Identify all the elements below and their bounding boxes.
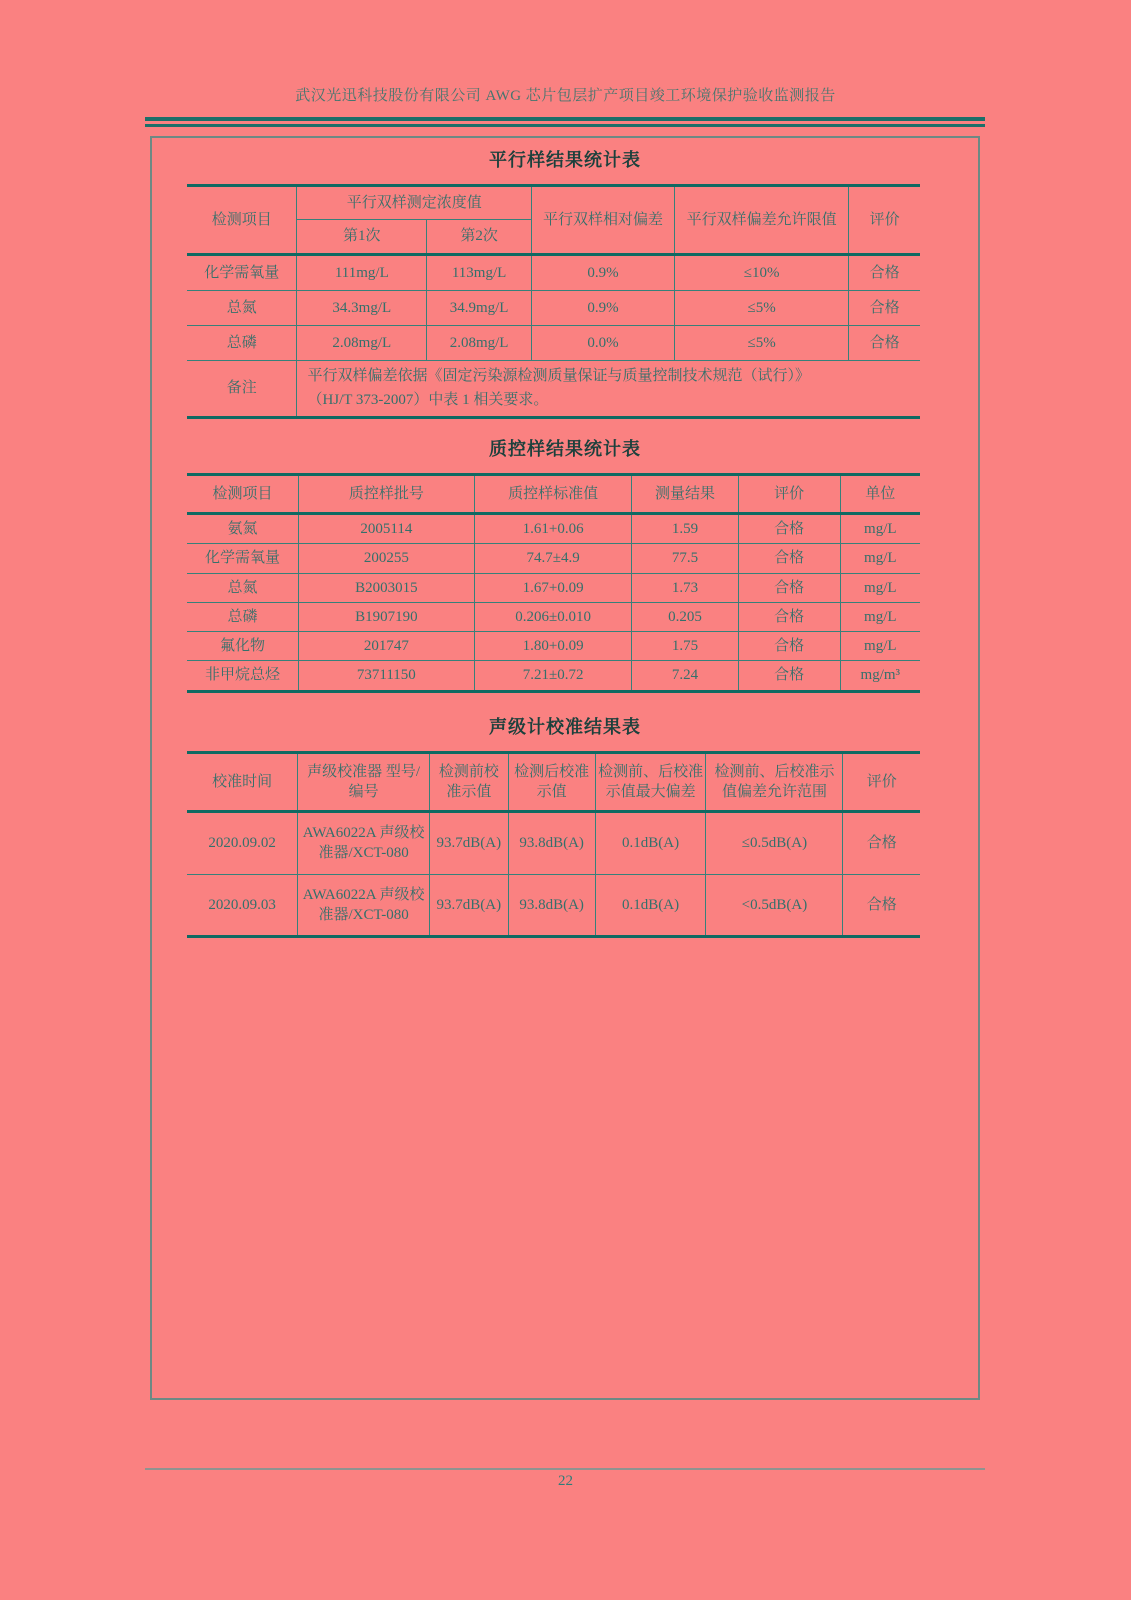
cell-measured-result: 1.73 — [632, 573, 738, 602]
remark-line-1: 平行双样偏差依据《固定污染源检测质量保证与质量控制技术规范（试行）》 — [307, 368, 810, 385]
cell-pre-test-value: 93.7dB(A) — [430, 812, 508, 875]
cell-limit: ≤5% — [674, 290, 848, 325]
cell-standard-value: 0.206±0.010 — [474, 602, 632, 631]
cell-measured-result: 7.24 — [632, 661, 738, 691]
cell-calibration-time: 2020.09.02 — [187, 812, 298, 875]
cell-limit: ≤10% — [674, 254, 848, 290]
cell-deviation: 0.9% — [531, 290, 674, 325]
cell-max-deviation: 0.1dB(A) — [595, 812, 706, 875]
cell-evaluation: 合格 — [738, 661, 840, 691]
sound-calibration-table-wrap — [187, 751, 920, 939]
cell-unit: mg/L — [840, 602, 920, 631]
cell-deviation: 0.0% — [531, 326, 674, 361]
header-cell-unit: 单位 — [840, 474, 920, 513]
parallel-sample-table-title: 平行样结果统计表 — [489, 150, 641, 170]
header-cell-standard-value: 质控样标准值 — [474, 474, 632, 513]
remark-label: 备注 — [187, 361, 297, 418]
cell-item: 化学需氧量 — [187, 254, 297, 290]
cell-calibrator-model: AWA6022A 声级校准器/XCT-080 — [298, 812, 430, 875]
table-row — [187, 290, 920, 325]
cell-evaluation: 合格 — [849, 254, 920, 290]
cell-evaluation: 合格 — [738, 544, 840, 573]
parallel-sample-table-wrap — [187, 184, 920, 419]
cell-unit: mg/L — [840, 632, 920, 661]
cell-measured-result: 1.59 — [632, 514, 738, 544]
cell-limit: ≤5% — [674, 326, 848, 361]
header-cell-relative-deviation: 平行双样相对偏差 — [531, 186, 674, 255]
header-rule-bottom — [145, 124, 985, 127]
cell-post-test-value: 93.8dB(A) — [508, 874, 595, 937]
header-cell-first-run: 第1次 — [297, 220, 427, 254]
table-row — [187, 326, 920, 361]
header-cell-max-deviation: 检测前、后校准示值最大偏差 — [595, 752, 706, 812]
cell-unit: mg/L — [840, 514, 920, 544]
cell-evaluation: 合格 — [849, 290, 920, 325]
cell-item: 氨氮 — [187, 514, 298, 544]
table-row — [187, 602, 920, 631]
cell-standard-value: 1.67+0.09 — [474, 573, 632, 602]
page-frame — [150, 136, 980, 1400]
cell-calibration-time: 2020.09.03 — [187, 874, 298, 937]
cell-measured-result: 1.75 — [632, 632, 738, 661]
sound-calibration-table-title: 声级计校准结果表 — [489, 716, 641, 737]
remark-row — [187, 361, 920, 418]
header-cell-evaluation: 评价 — [738, 474, 840, 513]
table-row — [187, 544, 920, 573]
header-cell-calibration-time: 校准时间 — [187, 752, 298, 812]
cell-calibrator-model: AWA6022A 声级校准器/XCT-080 — [298, 874, 430, 937]
cell-unit: mg/L — [840, 573, 920, 602]
cell-post-test-value: 93.8dB(A) — [508, 812, 595, 875]
header-cell-allowed-range: 检测前、后校准示值偏差允许范围 — [706, 752, 843, 812]
cell-deviation: 0.9% — [531, 254, 674, 290]
cell-value2: 113mg/L — [427, 254, 532, 290]
qc-sample-table-wrap — [187, 473, 920, 693]
cell-batch: B1907190 — [298, 602, 474, 631]
sound-calibration-table — [187, 751, 920, 939]
cell-unit: mg/L — [840, 544, 920, 573]
qc-sample-table-title: 质控样结果统计表 — [489, 438, 641, 459]
header-rule-top — [145, 117, 985, 121]
cell-evaluation: 合格 — [738, 602, 840, 631]
cell-allowed-range: ≤0.5dB(A) — [706, 812, 843, 875]
cell-item: 总磷 — [187, 602, 298, 631]
header-cell-item: 检测项目 — [187, 186, 297, 255]
footer-rule — [145, 1468, 985, 1470]
page-number: 22 — [558, 1473, 573, 1489]
header-cell-item: 检测项目 — [187, 474, 298, 513]
qc-sample-table — [187, 473, 920, 693]
cell-standard-value: 74.7±4.9 — [474, 544, 632, 573]
table-row — [187, 573, 920, 602]
cell-evaluation: 合格 — [849, 326, 920, 361]
cell-evaluation: 合格 — [843, 812, 920, 875]
cell-measured-result: 0.205 — [632, 602, 738, 631]
header-cell-evaluation: 评价 — [849, 186, 920, 255]
table-row — [187, 812, 920, 875]
cell-value2: 34.9mg/L — [427, 290, 532, 325]
cell-value1: 2.08mg/L — [297, 326, 427, 361]
cell-value2: 2.08mg/L — [427, 326, 532, 361]
cell-standard-value: 7.21±0.72 — [474, 661, 632, 691]
cell-item: 总氮 — [187, 290, 297, 325]
cell-standard-value: 1.80+0.09 — [474, 632, 632, 661]
cell-item: 氟化物 — [187, 632, 298, 661]
header-cell-pre-test-value: 检测前校准示值 — [430, 752, 508, 812]
header-cell-second-run: 第2次 — [427, 220, 532, 254]
cell-evaluation: 合格 — [738, 514, 840, 544]
remark-text — [297, 361, 920, 418]
cell-value1: 111mg/L — [297, 254, 427, 290]
cell-batch: 201747 — [298, 632, 474, 661]
table-row — [187, 661, 920, 691]
cell-unit: mg/m³ — [840, 661, 920, 691]
cell-batch: 73711150 — [298, 661, 474, 691]
cell-value1: 34.3mg/L — [297, 290, 427, 325]
cell-item: 化学需氧量 — [187, 544, 298, 573]
header-cell-post-test-value: 检测后校准示值 — [508, 752, 595, 812]
cell-item: 总磷 — [187, 326, 297, 361]
header-cell-measured-result: 测量结果 — [632, 474, 738, 513]
header-cell-batch: 质控样批号 — [298, 474, 474, 513]
cell-batch: 200255 — [298, 544, 474, 573]
cell-batch: B2003015 — [298, 573, 474, 602]
header-cell-concentration-group: 平行双样测定浓度值 — [297, 186, 532, 220]
header-cell-deviation-limit: 平行双样偏差允许限值 — [674, 186, 848, 255]
cell-max-deviation: 0.1dB(A) — [595, 874, 706, 937]
table-row — [187, 874, 920, 937]
cell-measured-result: 77.5 — [632, 544, 738, 573]
cell-item: 总氮 — [187, 573, 298, 602]
table-row — [187, 632, 920, 661]
parallel-sample-table — [187, 184, 920, 419]
report-header-text: 武汉光迅科技股份有限公司 AWG 芯片包层扩产项目竣工环境保护验收监测报告 — [295, 88, 836, 104]
cell-allowed-range: <0.5dB(A) — [706, 874, 843, 937]
cell-pre-test-value: 93.7dB(A) — [430, 874, 508, 937]
table-row — [187, 254, 920, 290]
header-cell-calibrator-model: 声级校准器 型号/编号 — [298, 752, 430, 812]
remark-line-2: （HJ/T 373-2007）中表 1 相关要求。 — [307, 391, 549, 408]
cell-standard-value: 1.61+0.06 — [474, 514, 632, 544]
cell-item: 非甲烷总烃 — [187, 661, 298, 691]
cell-evaluation: 合格 — [738, 573, 840, 602]
table-row — [187, 514, 920, 544]
header-cell-evaluation: 评价 — [843, 752, 920, 812]
cell-evaluation: 合格 — [843, 874, 920, 937]
cell-evaluation: 合格 — [738, 632, 840, 661]
cell-batch: 2005114 — [298, 514, 474, 544]
